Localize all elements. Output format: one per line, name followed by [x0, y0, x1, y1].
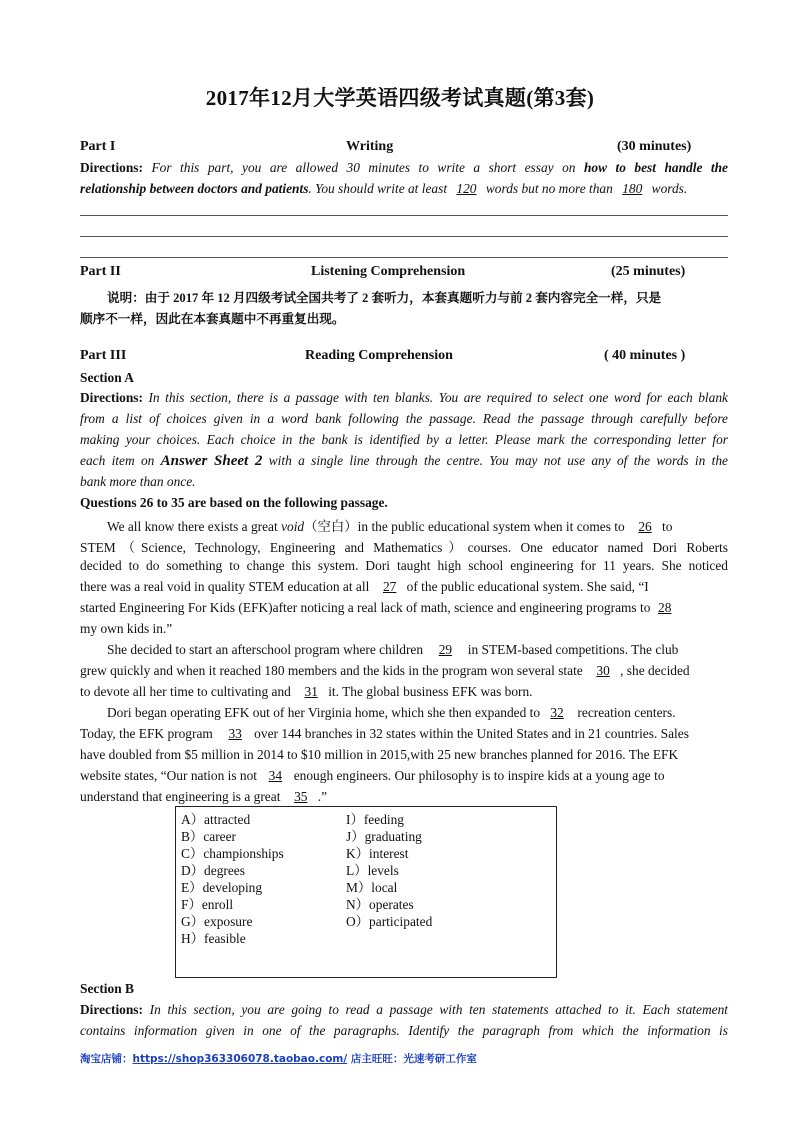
part1-directions-line1: Directions: For this part, you are allowed 30 minutes to write a short essay on how to best handle the — [80, 160, 728, 175]
bank-option: G）exposure — [181, 914, 253, 929]
part2-time: (25 minutes) — [611, 264, 686, 279]
passage-p1-line3: decided to do something to change this system. Dori taught high school engineering for 11 years. She noticed — [80, 558, 728, 573]
section-a-directions-line2: from a list of choices given in a word bank following the passage. Read the passage through carefully before — [80, 411, 728, 426]
section-a-directions-line3: making your choices. Each choice in the bank is identified by a letter. Please mark the corresponding letter for — [80, 432, 728, 447]
blank-34: 34 — [268, 768, 283, 783]
bank-option: M）local — [346, 880, 398, 895]
passage-p1-line6: my own kids in.” — [80, 621, 173, 636]
passage-p2-line3: to devote all her time to cultivating and 31 it. The global business EFK was born. — [80, 684, 533, 699]
passage-p3-line4: website states, “Our nation is not 34 enough engineers. Our philosophy is to inspire kids at a young age to — [80, 768, 665, 783]
blank-31: 31 — [304, 684, 318, 699]
blank-35: 35 — [294, 789, 308, 804]
passage-p3-line2: Today, the EFK program 33 over 144 branches in 32 states within the United States and in 21 countries. Sales — [80, 726, 689, 741]
page-title: 2017年12月大学英语四级考试真题(第3套) — [205, 86, 595, 110]
blank-32: 32 — [550, 705, 564, 720]
blank-30: 30 — [596, 663, 610, 678]
directions-label: Directions: — [80, 160, 143, 175]
passage-p1-line5: started Engineering For Kids (EFK)after noticing a real lack of math, science and engineering programs to 28 — [80, 600, 676, 616]
part1-name: Writing — [346, 139, 394, 154]
part3-name: Reading Comprehension — [305, 348, 453, 363]
part3-label: Part III — [80, 348, 127, 363]
passage-p3-line3: have doubled from $5 million in 2014 to $10 million in 2015,with 25 new branches planned for 2016. The EFK — [80, 747, 679, 762]
footer-owner: 店主旺旺：光速考研工作室 — [350, 1053, 477, 1065]
questions-heading: Questions 26 to 35 are based on the following passage. — [80, 495, 388, 510]
section-b-heading: Section B — [80, 981, 134, 996]
bank-option: C）championships — [181, 846, 284, 861]
passage-p2-line1: She decided to start an afterschool program where children 29 in STEM-based competitions. The club — [107, 642, 679, 657]
part1-directions-line2: relationship between doctors and patients. You should write at least 120 words but no more than 180 words. — [80, 181, 688, 196]
blank-29: 29 — [438, 642, 453, 657]
part2-note-line1: 说明：由于 2017 年 12 月四级考试全国共考了 2 套听力，本套真题听力与前 2 套内容完全一样，只是 — [107, 291, 662, 305]
bank-option: L）levels — [346, 863, 399, 878]
section-a-heading: Section A — [80, 370, 134, 385]
part2-note-line2: 顺序不一样，因此在本套真题中不再重复出现。 — [80, 312, 345, 326]
blank-33: 33 — [228, 726, 242, 741]
writing-topic: how to best handle the — [583, 160, 728, 175]
passage-p2-line2: grew quickly and when it reached 180 members and the kids in the program won several state 30 , she decided — [80, 663, 690, 678]
section-b-directions-line2: contains information given in one of the paragraphs. Identify the paragraph from which the information is — [80, 1023, 728, 1038]
passage-p3-line5: understand that engineering is a great 35 .” — [80, 789, 328, 804]
passage-p3-line1: Dori began operating EFK out of her Virginia home, which she then expanded to 32 recreation centers. — [107, 705, 676, 720]
max-words: 180 — [622, 181, 643, 196]
bank-option: D）degrees — [181, 863, 245, 878]
bank-option: A）attracted — [181, 812, 251, 827]
bank-option: I）feeding — [346, 812, 405, 827]
bank-option: B）career — [181, 829, 237, 844]
footer-label: 淘宝店铺： — [80, 1053, 133, 1065]
passage-p1-line2: STEM（Science, Technology, Engineering and Mathematics）courses. One educator named Dori Roberts — [80, 540, 728, 555]
section-b-directions-line1: Directions: In this section, you are going to read a passage with ten statements attached to it. Each statement — [80, 1002, 728, 1017]
passage-p1-line4: there was a real void in quality STEM education at all 27 of the public educational system. She said, “I — [80, 579, 649, 594]
part1-label: Part I — [80, 139, 116, 154]
bank-option: N）operates — [346, 897, 414, 912]
blank-27: 27 — [382, 579, 397, 594]
section-a-directions-line5: bank more than once. — [80, 474, 196, 489]
bank-option: O）participated — [346, 914, 433, 929]
footer — [80, 1051, 477, 1066]
part2-label: Part II — [80, 264, 121, 279]
passage-p1-line1: We all know there exists a great void（空白）in the public educational system when it comes to 26 to — [107, 519, 673, 534]
bank-option: E）developing — [181, 880, 263, 895]
bank-option: J）graduating — [346, 829, 422, 844]
bank-option: F）enroll — [181, 897, 234, 912]
blank-26: 26 — [638, 519, 652, 534]
min-words: 120 — [456, 181, 477, 196]
answer-line-3 — [80, 257, 728, 258]
word-bank — [175, 806, 557, 978]
blank-28: 28 — [658, 600, 672, 615]
part1-time: (30 minutes) — [617, 139, 692, 154]
part3-time: ( 40 minutes ) — [604, 348, 686, 363]
bank-option: K）interest — [346, 846, 409, 861]
answer-sheet-label: Answer Sheet 2 — [160, 453, 263, 469]
section-a-directions-line4: each item on Answer Sheet 2 with a single line through the centre. You may not use any of the words in the — [80, 453, 728, 469]
answer-line-1 — [80, 215, 728, 216]
part2-name: Listening Comprehension — [311, 264, 466, 279]
answer-line-2 — [80, 236, 728, 237]
shop-link[interactable]: https://shop363306078.taobao.com/ — [132, 1053, 348, 1065]
bank-option: H）feasible — [181, 931, 246, 946]
section-a-directions-line1: Directions: In this section, there is a passage with ten blanks. You are required to select one word for each blank — [80, 390, 728, 405]
